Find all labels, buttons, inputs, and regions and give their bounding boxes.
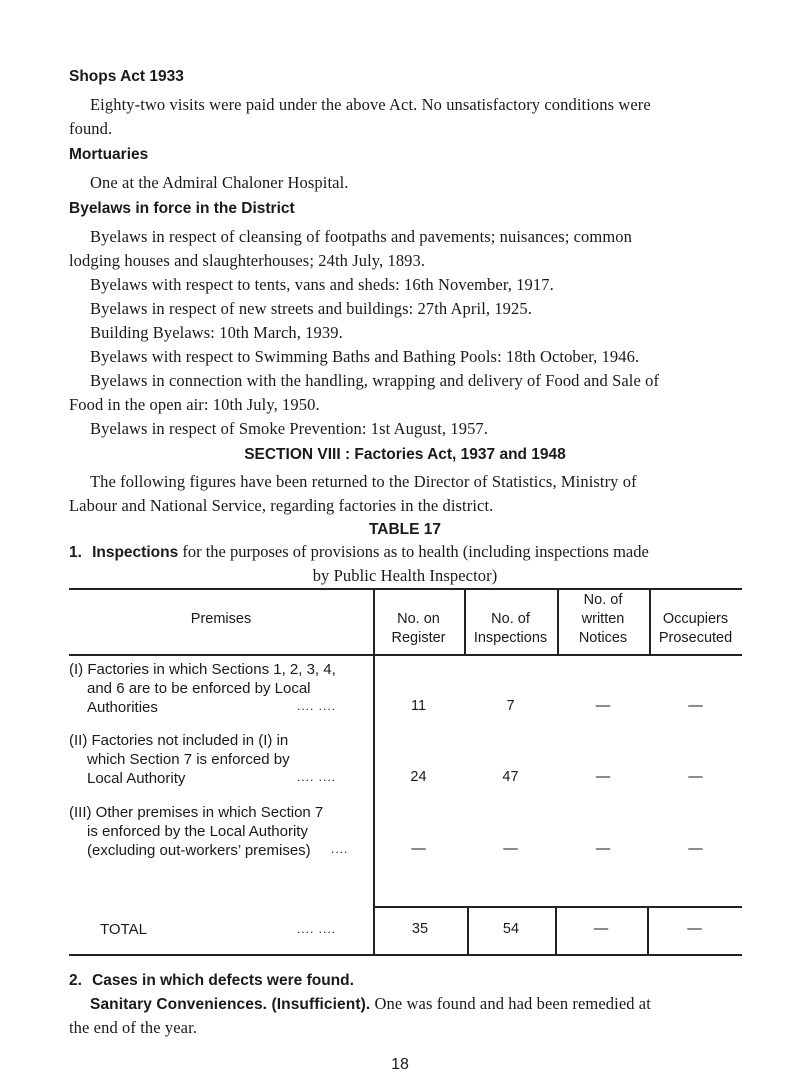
defects-text-line2: the end of the year. xyxy=(69,1018,197,1037)
byelaw-6-line2: Food in the open air: 10th July, 1950. xyxy=(69,395,320,414)
row-3-label-line3: (excluding out-workers’ premises) xyxy=(87,842,311,859)
header-inspections-line1: No. of xyxy=(491,611,530,627)
page-number: 18 xyxy=(391,1056,409,1073)
row-1-leader-dots: .... .... xyxy=(297,699,337,713)
header-notices-line2: written xyxy=(581,611,625,627)
mortuaries-heading: Mortuaries xyxy=(69,146,149,163)
header-notices-line1: No. of xyxy=(583,592,623,608)
row-2-occupiers: — xyxy=(688,769,703,785)
header-notices-line3: Notices xyxy=(578,630,628,646)
byelaw-1-line2: lodging houses and slaughterhouses; 24th July, 1893. xyxy=(69,251,426,270)
row-1-occupiers: — xyxy=(688,698,703,714)
total-occupiers: — xyxy=(687,921,702,937)
shops-act-heading: Shops Act 1933 xyxy=(69,68,184,85)
row-3-register: — xyxy=(411,841,426,857)
byelaw-3: Byelaws in respect of new streets and buildings: 27th April, 1925. xyxy=(90,299,532,318)
total-register: 35 xyxy=(411,921,429,937)
section-8-text-line2: Labour and National Service, regarding factories in the district. xyxy=(69,496,494,515)
table-item-1-line1 xyxy=(69,540,741,565)
table-item-1-line2: by Public Health Inspector) xyxy=(312,566,498,585)
table-row xyxy=(69,803,374,860)
byelaw-7: Byelaws in respect of Smoke Prevention: 1st August, 1957. xyxy=(90,419,488,438)
header-notices xyxy=(557,591,649,648)
item-1-text: for the purposes of provisions as to health (including inspections made xyxy=(182,542,649,561)
defects-bold-lead: Sanitary Conveniences. (Insufficient). xyxy=(90,996,371,1013)
item-1-number: 1. xyxy=(69,544,82,561)
row-2-label-line3: Local Authority xyxy=(87,770,186,787)
header-inspections-line2: Inspections xyxy=(473,630,548,646)
table-top-rule xyxy=(69,588,742,590)
row-2-register: 24 xyxy=(410,769,427,785)
header-register-line2: Register xyxy=(391,630,446,646)
item-2-number: 2. xyxy=(69,972,82,989)
byelaw-1-line1: Byelaws in respect of cleansing of footpaths and pavements; nuisances; common xyxy=(90,227,632,246)
row-3-occupiers: — xyxy=(688,841,703,857)
defects-heading-line xyxy=(69,968,741,993)
item-1-bold: Inspections xyxy=(92,544,179,561)
table-title: TABLE 17 xyxy=(368,521,442,538)
row-3-notices: — xyxy=(595,841,611,857)
row-1-register: 11 xyxy=(410,698,427,714)
header-register-line1: No. on xyxy=(397,611,440,627)
table-total-rule xyxy=(373,906,742,908)
row-2-notices: — xyxy=(595,769,611,785)
row-2-leader-dots: .... .... xyxy=(297,770,337,784)
header-premises: Premises xyxy=(190,611,252,627)
row-3-inspections: — xyxy=(503,841,518,857)
header-inspections xyxy=(464,610,557,648)
header-occupiers xyxy=(649,610,742,648)
shops-act-text-line1: Eighty-two visits were paid under the above Act. No unsatisfactory conditions were xyxy=(90,95,651,114)
byelaws-heading: Byelaws in force in the District xyxy=(69,200,295,217)
row-2-label-line1: (II) Factories not included in (I) in xyxy=(69,732,289,749)
total-leader-dots: .... .... xyxy=(297,922,337,936)
row-2-label-line2: which Section 7 is enforced by xyxy=(87,751,290,768)
row-3-leader-dots: .... xyxy=(331,842,349,856)
row-1-label-line3: Authorities xyxy=(87,699,158,716)
row-3-label-line1: (III) Other premises in which Section 7 xyxy=(69,804,324,821)
table-header-rule xyxy=(69,654,742,656)
header-occupiers-line2: Prosecuted xyxy=(658,630,733,646)
row-1-inspections: 7 xyxy=(506,698,515,714)
defects-text: One was found and had been remedied at xyxy=(374,994,651,1013)
row-2-inspections: 47 xyxy=(502,769,519,785)
row-3-label-line2: is enforced by the Local Authority xyxy=(87,823,308,840)
section-8-text-line1: The following figures have been returned to the Director of Statistics, Ministry of xyxy=(90,472,637,491)
header-occupiers-line1: Occupiers xyxy=(662,611,729,627)
byelaw-6-line1: Byelaws in connection with the handling, wrapping and delivery of Food and Sale of xyxy=(90,371,660,390)
table-bottom-rule xyxy=(69,954,742,956)
total-label: TOTAL xyxy=(100,921,147,938)
row-1-label-line1: (I) Factories in which Sections 1, 2, 3, 4, xyxy=(69,661,336,678)
byelaw-2: Byelaws with respect to tents, vans and sheds: 16th November, 1917. xyxy=(90,275,554,294)
byelaw-4: Building Byelaws: 10th March, 1939. xyxy=(90,323,343,342)
mortuaries-text: One at the Admiral Chaloner Hospital. xyxy=(90,173,349,192)
header-register xyxy=(373,610,464,648)
section-8-heading: SECTION VIII : Factories Act, 1937 and 1948 xyxy=(244,446,566,463)
total-inspections: 54 xyxy=(502,921,520,937)
defects-text-line1 xyxy=(90,992,651,1017)
byelaw-5: Byelaws with respect to Swimming Baths and Bathing Pools: 18th October, 1946. xyxy=(90,347,640,366)
shops-act-text-line2: found. xyxy=(69,119,113,138)
total-notices: — xyxy=(593,921,609,937)
defects-heading: Cases in which defects were found. xyxy=(92,972,354,989)
row-1-label-line2: and 6 are to be enforced by Local xyxy=(87,680,311,697)
row-1-notices: — xyxy=(595,698,611,714)
inspections-table xyxy=(69,588,742,938)
